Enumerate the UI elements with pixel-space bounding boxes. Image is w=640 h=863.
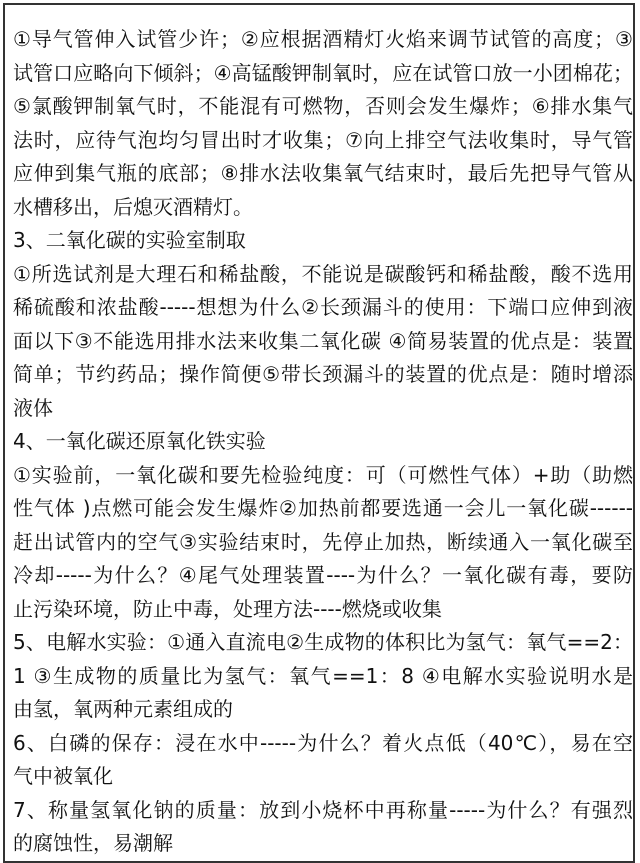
text-line: 7、称量氢氧化钠的质量：放到小烧杯中再称量-----为什么？有强烈 — [13, 797, 633, 822]
text-line: 5、电解水实验：①通入直流电②生成物的体积比为氢气：氧气==2： — [13, 630, 633, 654]
text-line: 赶出试管内的空气③实验结束时，先停止加热，断续通入一氧化碳至 — [13, 529, 633, 554]
text-line: 止污染环境，防止中毒，处理方法----燃烧或收集 — [13, 596, 442, 621]
text-line: 液体 — [13, 395, 53, 420]
text-line: 稀硫酸和浓盐酸-----想想为什么②长颈漏斗的使用：下端口应伸到液 — [13, 295, 633, 319]
text-line: 的腐蚀性，易潮解 — [13, 831, 173, 855]
text-line: ①导气管伸入试管少许；②应根据酒精灯火焰来调节试管的高度；③ — [13, 27, 633, 51]
text-line: ⑤氯酸钾制氧气时，不能混有可燃物，否则会发生爆炸；⑥排水集气 — [13, 94, 633, 118]
text-line: 法时，应待气泡均匀冒出时才收集；⑦向上排空气法收集时，导气管 — [13, 127, 633, 152]
text-line: 应伸到集气瓶的底部；⑧排水法收集氧气结束时，最后先把导气管从 — [13, 161, 633, 185]
text-line: 1 ③生成物的质量比为氢气：氧气==1：8 ④电解水实验说明水是 — [13, 663, 633, 688]
text-line: 试管口应略向下倾斜；④高锰酸钾制氧时，应在试管口放一小团棉花； — [13, 60, 633, 85]
text-line: 4、一氧化碳还原氧化铁实验 — [13, 429, 266, 453]
document-frame — [3, 3, 635, 863]
document-body — [13, 23, 633, 861]
text-line: ①所选试剂是大理石和稀盐酸，不能说是碳酸钙和稀盐酸，酸不选用 — [13, 261, 633, 286]
text-line: 3、二氧化碳的实验室制取 — [13, 228, 246, 252]
text-line: ①实验前，一氧化碳和要先检验纯度：可（可燃性气体）+助（助燃 — [13, 462, 633, 487]
text-line: 面以下③不能选用排水法来收集二氧化碳 ④简易装置的优点是：装置 — [13, 328, 633, 353]
text-line: 水槽移出，后熄灭酒精灯。 — [13, 194, 253, 219]
text-line: 气中被氧化 — [13, 764, 113, 788]
text-line: 简单；节约药品；操作简便⑤带长颈漏斗的装置的优点是：随时增添 — [13, 362, 633, 386]
text-line: 性气体 )点燃可能会发生爆炸②加热前都要选通一会儿一氧化碳------ — [13, 496, 633, 520]
text-line: 由氢，氧两种元素组成的 — [13, 697, 233, 721]
text-line: 6、白磷的保存：浸在水中-----为什么？着火点低（40℃），易在空 — [13, 730, 633, 755]
text-line: 冷却-----为什么？④尾气处理装置----为什么？一氧化碳有毒，要防 — [13, 563, 633, 587]
